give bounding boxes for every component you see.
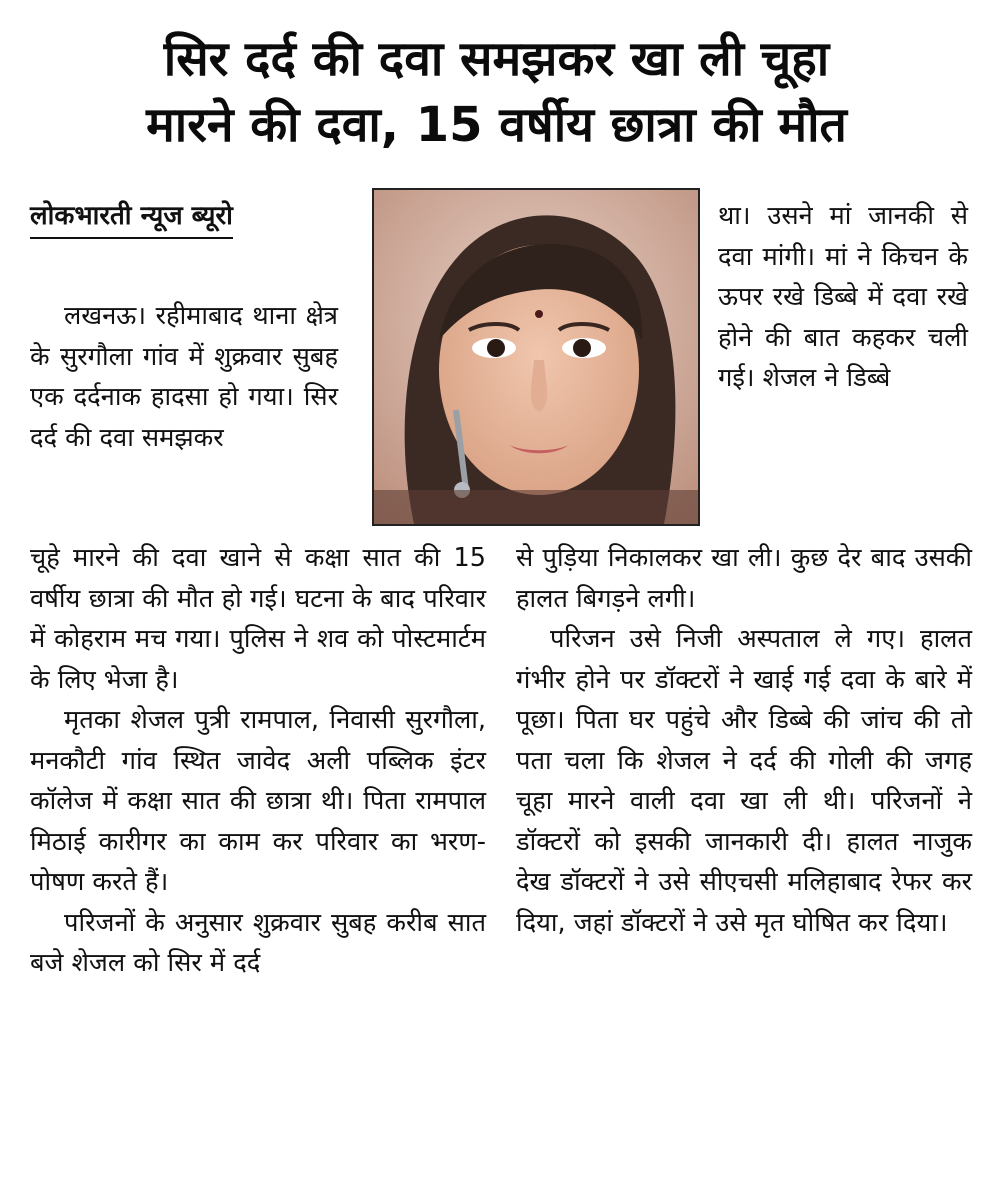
paragraph: मृतका शेजल पुत्री रामपाल, निवासी सुरगौला, मनकौटी गांव स्थित जावेद अली पब्लिक इंटर कॉलेज में कक्षा सात की छात्रा थी। पिता रामपाल मिठाई कारीगर का काम कर परिवार का भरण-पोषण करते हैं।	[30, 705, 486, 897]
headline-line-1: सिर दर्द की दवा समझकर खा ली चूहा	[163, 31, 830, 87]
article-column-left-bottom	[30, 538, 486, 984]
paragraph: परिजन उसे निजी अस्पताल ले गए। हालत गंभीर होने पर डॉक्टरों ने खाई गई दवा के बारे में पूछा। पिता घर पहुंचे और डिब्बे की जांच की तो पता चला कि शेजल ने दर्द की गोली की जगह चूहा मारने वाली दवा खा ली थी। परिजनों ने डॉक्टरों को इसकी जानकारी दी। हालत नाजुक देख डॉक्टरों ने उसे सीएचसी मलिहाबाद रेफर कर दिया, जहां डॉक्टरों ने उसे मृत घोषित कर दिया।	[516, 624, 972, 938]
article-column-right-top	[718, 196, 968, 399]
paragraph: से पुड़िया निकालकर खा ली। कुछ देर बाद उसकी हालत बिगड़ने लगी।	[516, 543, 972, 614]
headline-line-2: मारने की दवा, 15 वर्षीय छात्रा की मौत	[146, 97, 847, 153]
byline: लोकभारती न्यूज ब्यूरो	[30, 196, 233, 239]
article-column-right-bottom	[516, 538, 972, 943]
article-column-left-top	[30, 296, 338, 458]
portrait-photo	[372, 188, 700, 526]
paragraph: परिजनों के अनुसार शुक्रवार सुबह करीब सात बजे शेजल को सिर में दर्द	[30, 907, 486, 978]
paragraph: था। उसने मां जानकी से दवा मांगी। मां ने किचन के ऊपर रखे डिब्बे में दवा रखे होने की बात कहकर चली गई। शेजल ने डिब्बे	[718, 201, 968, 393]
headline	[14, 26, 979, 158]
paragraph: लखनऊ। रहीमाबाद थाना क्षेत्र के सुरगौला गांव में शुक्रवार सुबह एक दर्दनाक हादसा हो गया। सिर दर्द की दवा समझकर	[30, 301, 338, 453]
paragraph: चूहे मारने की दवा खाने से कक्षा सात की 15 वर्षीय छात्रा की मौत हो गई। घटना के बाद परिवार में कोहराम मच गया। पुलिस ने शव को पोस्टमार्टम के लिए भेजा है।	[30, 543, 486, 695]
